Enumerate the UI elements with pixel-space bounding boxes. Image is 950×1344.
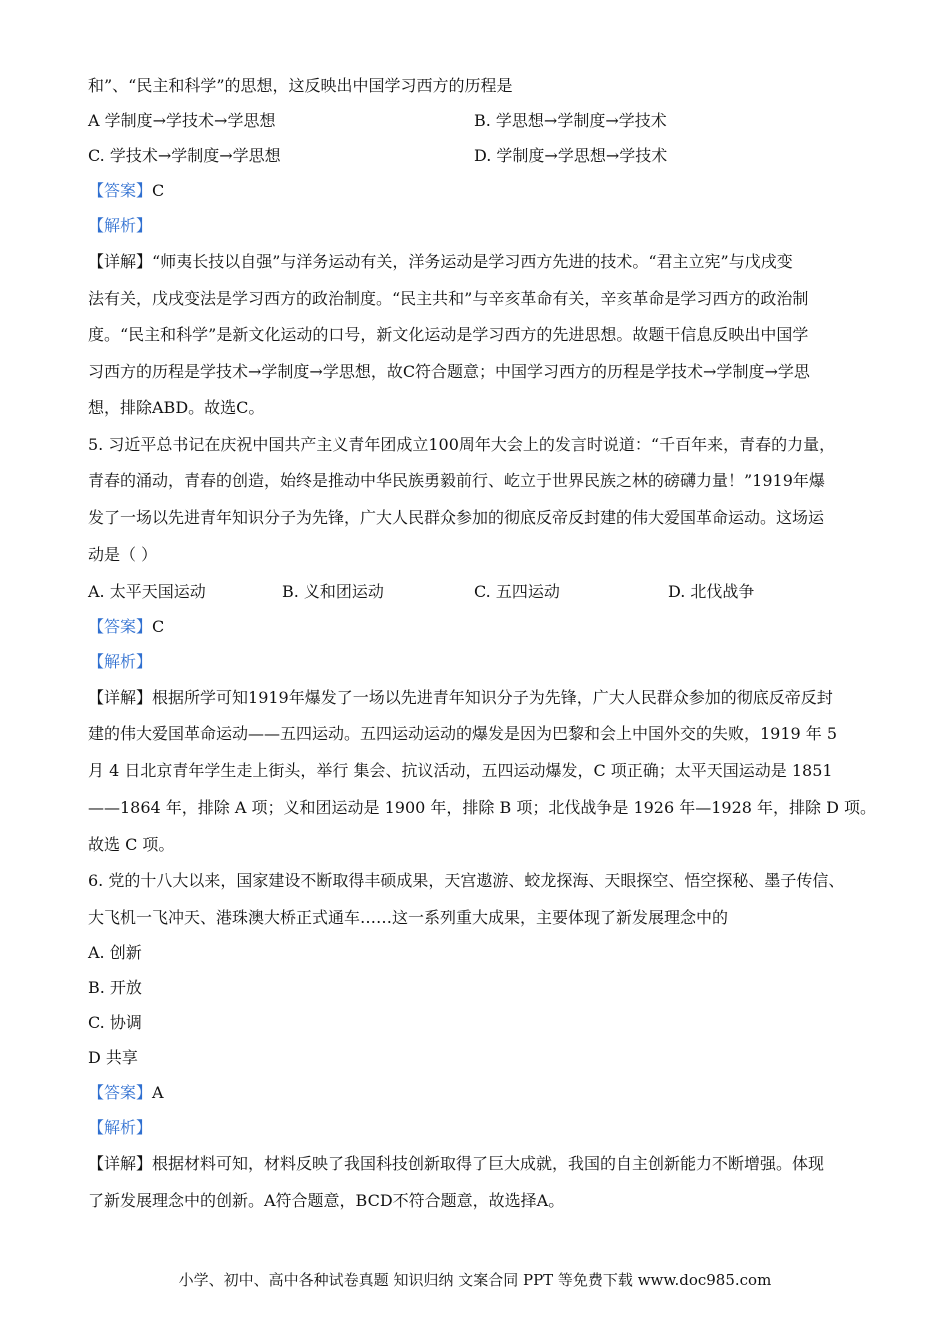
q6-analysis (88, 1118, 152, 1138)
q5-detail-line: 建的伟大爱国革命运动——五四运动。五四运动运动的爆发是因为巴黎和会上中国外交的失败，1919 年 5 (88, 724, 838, 743)
q6-answer (88, 1083, 164, 1103)
answer-tag: 【答案】 (88, 1083, 153, 1102)
q4-option-c: C. 学技术→学制度→学思想 (88, 146, 281, 165)
page-footer: 小学、初中、高中各种试卷真题 知识归纳 文案合同 PPT 等免费下载 www.doc985.com (178, 1271, 772, 1289)
detail-text: 根据材料可知，材料反映了我国科技创新取得了巨大成就，我国的自主创新能力不断增强。体现 (152, 1154, 825, 1173)
answer-tag: 【答案】 (88, 181, 153, 200)
detail-tag: 【详解】 (88, 1154, 153, 1173)
q4-detail-line (88, 252, 793, 272)
answer-tag: 【答案】 (88, 617, 153, 636)
detail-tag: 【详解】 (88, 252, 153, 271)
q5-detail-line (88, 688, 833, 708)
detail-text: 根据所学可知1919年爆发了一场以先进青年知识分子为先锋，广大人民群众参加的彻底反帝反封 (152, 688, 833, 707)
q5-stem-line: 5. 习近平总书记在庆祝中国共产主义青年团成立100周年大会上的发言时说道：“千百年来，青春的力量， (88, 435, 836, 454)
q4-detail-line: 习西方的历程是学技术→学制度→学思想，故C符合题意；中国学习西方的历程是学技术→学制度→学思 (88, 362, 810, 381)
q5-option-d: D. 北伐战争 (668, 582, 755, 601)
answer-value: C (152, 181, 165, 200)
analysis-tag: 【解析】 (88, 216, 153, 235)
analysis-tag: 【解析】 (88, 1118, 153, 1137)
q5-stem-line: 青春的涌动，青春的创造，始终是推动中华民族勇毅前行、屹立于世界民族之林的磅礴力量！”1919年爆 (88, 471, 825, 490)
q4-answer (88, 181, 164, 201)
answer-value: C (152, 617, 165, 636)
q5-detail-line: 故选 C 项。 (88, 835, 175, 854)
detail-tag: 【详解】 (88, 688, 153, 707)
q5-analysis (88, 652, 152, 672)
answer-value: A (152, 1083, 164, 1102)
q4-analysis (88, 216, 152, 236)
q6-option-a: A. 创新 (88, 943, 142, 962)
q6-stem-line: 大飞机一飞冲天、港珠澳大桥正式通车……这一系列重大成果，主要体现了新发展理念中的 (88, 908, 729, 927)
q5-stem-line: 发了一场以先进青年知识分子为先锋，广大人民群众参加的彻底反帝反封建的伟大爱国革命运动。这场运 (88, 508, 825, 527)
q4-detail-line: 想，排除ABD。故选C。 (88, 398, 265, 417)
q5-detail-line: ——1864 年，排除 A 项；义和团运动是 1900 年，排除 B 项；北伐战争是 1926 年—1928 年，排除 D 项。 (88, 798, 877, 817)
q4-option-d: D. 学制度→学思想→学技术 (474, 146, 668, 165)
q4-stem-tail: 和”、“民主和科学”的思想，这反映出中国学习西方的历程是 (88, 76, 513, 95)
q4-option-a: A 学制度→学技术→学思想 (88, 111, 276, 130)
q6-option-c: C. 协调 (88, 1013, 142, 1032)
q5-stem-line: 动是（ ） (88, 545, 158, 564)
analysis-tag: 【解析】 (88, 652, 153, 671)
q5-answer (88, 617, 164, 637)
detail-text: “师夷长技以自强”与洋务运动有关，洋务运动是学习西方先进的技术。“君主立宪”与戊戌变 (152, 252, 793, 271)
q4-option-b: B. 学思想→学制度→学技术 (474, 111, 667, 130)
q6-stem-line: 6. 党的十八大以来，国家建设不断取得丰硕成果，天宫遨游、蛟龙探海、天眼探空、悟空探秘、墨子传信、 (88, 871, 845, 890)
q5-option-c: C. 五四运动 (474, 582, 560, 601)
q6-option-d: D 共享 (88, 1048, 138, 1067)
q6-detail-line: 了新发展理念中的创新。A符合题意，BCD不符合题意，故选择A。 (88, 1191, 565, 1210)
q5-detail-line: 月 4 日北京青年学生走上街头，举行 集会、抗议活动，五四运动爆发，C 项正确；太平天国运动是 1851 (88, 761, 833, 780)
q6-option-b: B. 开放 (88, 978, 142, 997)
q5-option-a: A. 太平天国运动 (88, 582, 206, 601)
q5-option-b: B. 义和团运动 (282, 582, 384, 601)
q4-detail-line: 度。“民主和科学”是新文化运动的口号，新文化运动是学习西方的先进思想。故题干信息反映出中国学 (88, 325, 809, 344)
q4-detail-line: 法有关，戊戌变法是学习西方的政治制度。“民主共和”与辛亥革命有关，辛亥革命是学习西方的政治制 (88, 289, 809, 308)
q6-detail-line (88, 1154, 824, 1174)
